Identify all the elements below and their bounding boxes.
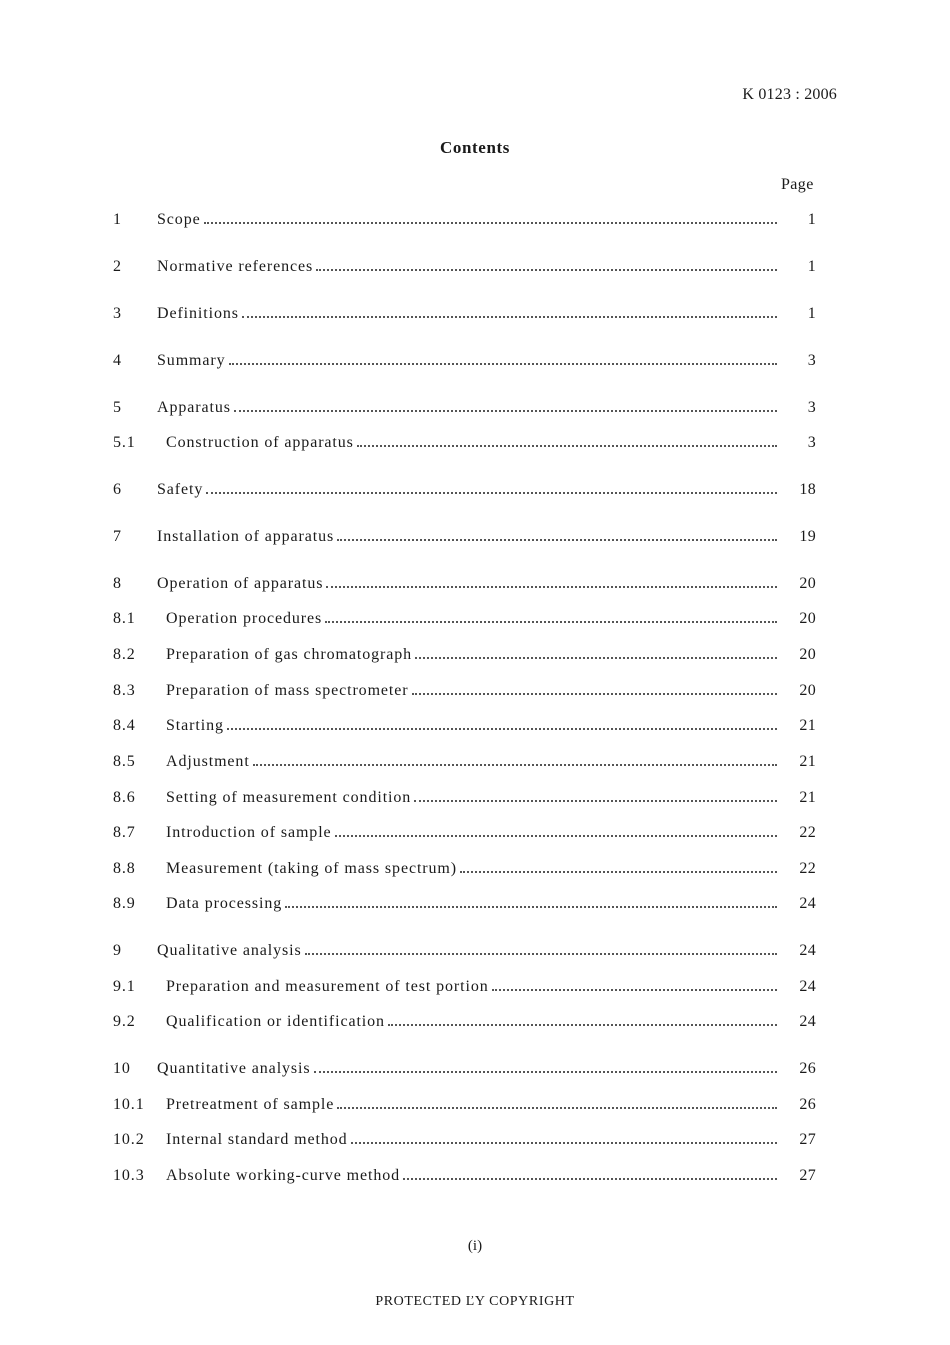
dot-leader	[227, 728, 777, 730]
toc-entry[interactable]	[113, 346, 826, 370]
toc-entry-number: 3	[113, 305, 122, 322]
toc-entry-number: 10.1	[113, 1096, 145, 1113]
toc-entry-number: 1	[113, 211, 122, 228]
toc-entry-page: 20	[799, 646, 816, 663]
toc-entry[interactable]	[113, 428, 826, 452]
toc-entry-number: 9.2	[113, 1013, 136, 1030]
toc-entry-page: 20	[799, 610, 816, 627]
toc-entry-number: 8	[113, 575, 122, 592]
toc-entry-title: Preparation and measurement of test portion	[166, 978, 489, 995]
toc-entry-number: 2	[113, 258, 122, 275]
dot-leader	[412, 693, 777, 695]
toc-entry-title: Pretreatment of sample	[166, 1096, 335, 1113]
toc-entry-page: 26	[799, 1096, 816, 1113]
dot-leader	[325, 621, 777, 623]
toc-entry-title: Installation of apparatus	[157, 528, 335, 545]
dot-leader	[234, 410, 777, 412]
dot-leader	[314, 1071, 777, 1073]
toc-entry-page: 21	[799, 753, 816, 770]
toc-entry-page: 20	[799, 682, 816, 699]
toc-entry-title: Definitions	[157, 305, 239, 322]
toc-entry[interactable]	[113, 299, 826, 323]
toc-entry[interactable]	[113, 1090, 826, 1114]
toc-entry-page: 3	[807, 352, 816, 369]
toc-entry-number: 7	[113, 528, 122, 545]
toc-entry-title: Qualitative analysis	[157, 942, 302, 959]
toc-entry-number: 5	[113, 399, 122, 416]
toc-entry-title: Quantitative analysis	[157, 1060, 311, 1077]
toc-entry-number: 5.1	[113, 434, 136, 451]
toc-entry[interactable]	[113, 936, 826, 960]
dot-leader	[388, 1024, 777, 1026]
toc-entry[interactable]	[113, 711, 826, 735]
dot-leader	[229, 363, 777, 365]
toc-entry-page: 24	[799, 942, 816, 959]
toc-entry-title: Data processing	[166, 895, 283, 912]
toc-entry-number: 8.8	[113, 860, 136, 877]
dot-leader	[492, 989, 777, 991]
toc-entry-page: 21	[799, 789, 816, 806]
toc-entry-page: 27	[799, 1131, 816, 1148]
dot-leader	[460, 871, 777, 873]
toc-entry-page: 24	[799, 1013, 816, 1030]
toc-entry-title: Setting of measurement condition	[166, 789, 412, 806]
toc-entry-page: 20	[799, 575, 816, 592]
page-column-heading: Page	[781, 176, 814, 193]
toc-entry-title: Preparation of gas chromatograph	[166, 646, 413, 663]
toc-entry-title: Preparation of mass spectrometer	[166, 682, 409, 699]
toc-entry-title: Measurement (taking of mass spectrum)	[166, 860, 458, 877]
dot-leader	[206, 492, 777, 494]
toc-entry-page: 1	[807, 258, 816, 275]
toc-entry[interactable]	[113, 475, 826, 499]
standard-number: K 0123 : 2006	[742, 86, 837, 103]
toc-entry-title: Qualification or identification	[166, 1013, 385, 1030]
dot-leader	[337, 539, 777, 541]
toc-entry-page: 22	[799, 860, 816, 877]
dot-leader	[357, 445, 777, 447]
toc-entry-title: Operation procedures	[166, 610, 323, 627]
dot-leader	[242, 316, 777, 318]
dot-leader	[285, 906, 777, 908]
toc-entry-page: 27	[799, 1167, 816, 1184]
toc-entry-page: 1	[807, 305, 816, 322]
toc-entry-page: 21	[799, 717, 816, 734]
toc-entry-number: 6	[113, 481, 122, 498]
toc-entry[interactable]	[113, 205, 826, 229]
toc-entry-number: 8.9	[113, 895, 136, 912]
toc-entry[interactable]	[113, 889, 826, 913]
toc-entry-page: 1	[807, 211, 816, 228]
toc-entry-title: Safety	[157, 481, 204, 498]
toc-entry-number: 8.4	[113, 717, 136, 734]
toc-entry-title: Summary	[157, 352, 226, 369]
copyright-notice: PROTECTED ĽY COPYRIGHT	[375, 1294, 575, 1309]
dot-leader	[335, 835, 777, 837]
toc-entry-title: Operation of apparatus	[157, 575, 324, 592]
toc-entry-number: 8.7	[113, 824, 136, 841]
dot-leader	[414, 800, 777, 802]
toc-entry[interactable]	[113, 1161, 826, 1185]
toc-entry[interactable]	[113, 676, 826, 700]
toc-entry[interactable]	[113, 522, 826, 546]
toc-entry[interactable]	[113, 972, 826, 996]
toc-entry[interactable]	[113, 604, 826, 628]
toc-entry-title: Introduction of sample	[166, 824, 332, 841]
toc-entry-number: 9.1	[113, 978, 136, 995]
toc-entry-page: 19	[799, 528, 816, 545]
toc-entry-number: 8.5	[113, 753, 136, 770]
dot-leader	[316, 269, 777, 271]
dot-leader	[253, 764, 777, 766]
toc-entry-number: 8.6	[113, 789, 136, 806]
toc-entry-number: 4	[113, 352, 122, 369]
toc-entry-page: 3	[807, 399, 816, 416]
toc-entry-page: 3	[807, 434, 816, 451]
dot-leader	[204, 222, 777, 224]
toc-entry-title: Scope	[157, 211, 201, 228]
page-folio: (i)	[467, 1238, 483, 1254]
toc-entry[interactable]	[113, 569, 826, 593]
toc-entry[interactable]	[113, 1054, 826, 1078]
dot-leader	[337, 1107, 777, 1109]
toc-entry[interactable]	[113, 854, 826, 878]
toc-entry-number: 8.1	[113, 610, 136, 627]
toc-entry-number: 9	[113, 942, 122, 959]
toc-entry[interactable]	[113, 393, 826, 417]
toc-entry-title: Construction of apparatus	[166, 434, 354, 451]
toc-entry-title: Starting	[166, 717, 224, 734]
toc-entry-title: Absolute working-curve method	[166, 1167, 401, 1184]
toc-entry[interactable]	[113, 640, 826, 664]
toc-entry-page: 18	[799, 481, 816, 498]
toc-entry-page: 24	[799, 978, 816, 995]
toc-entry-page: 22	[799, 824, 816, 841]
dot-leader	[403, 1178, 777, 1180]
toc-entry[interactable]	[113, 1007, 826, 1031]
dot-leader	[326, 586, 777, 588]
toc-entry-number: 10.2	[113, 1131, 145, 1148]
toc-entry-page: 24	[799, 895, 816, 912]
toc-entry[interactable]	[113, 818, 826, 842]
toc-entry-number: 10.3	[113, 1167, 145, 1184]
toc-entry-title: Normative references	[157, 258, 314, 275]
toc-entry-title: Apparatus	[157, 399, 231, 416]
toc-entry-title: Internal standard method	[166, 1131, 348, 1148]
dot-leader	[305, 953, 777, 955]
toc-entry-title: Adjustment	[166, 753, 250, 770]
dot-leader	[415, 657, 777, 659]
toc-entry[interactable]	[113, 252, 826, 276]
toc-entry-page: 26	[799, 1060, 816, 1077]
toc-entry-number: 8.3	[113, 682, 136, 699]
contents-title: Contents	[440, 138, 510, 157]
toc-entry[interactable]	[113, 1125, 826, 1149]
toc-entry[interactable]	[113, 783, 826, 807]
dot-leader	[351, 1142, 777, 1144]
toc-entry-number: 10	[113, 1060, 131, 1077]
toc-entry-number: 8.2	[113, 646, 136, 663]
toc-entry[interactable]	[113, 747, 826, 771]
